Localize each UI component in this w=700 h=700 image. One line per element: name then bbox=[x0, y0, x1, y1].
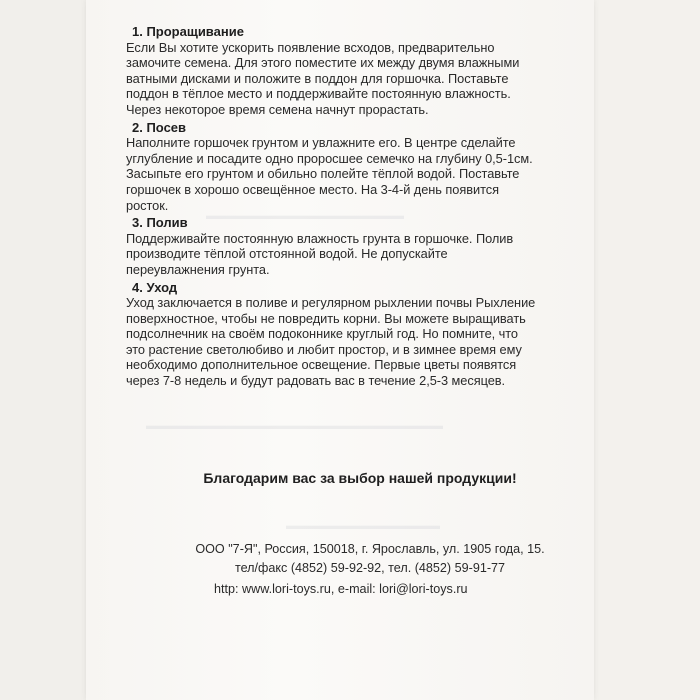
section-care bbox=[126, 280, 566, 389]
section-title: 3. Полив bbox=[132, 215, 188, 231]
text-line: углубление и посадите одно проросшее семечко на глубину 0,5-1см. bbox=[126, 150, 533, 166]
text-line: росток. bbox=[126, 197, 169, 213]
text-line: поверхностное, чтобы не повредить корни. Вы можете выращивать bbox=[126, 310, 526, 326]
section-text bbox=[126, 231, 566, 278]
text-line: Уход заключается в поливе и регулярном рыхлении почвы Рыхление bbox=[126, 295, 536, 311]
company-web: http: www.lori-toys.ru, e-mail: lori@lori-toys.ru bbox=[214, 582, 468, 596]
section-sowing bbox=[126, 120, 566, 214]
section-watering bbox=[126, 215, 566, 277]
text-line: подсолнечник на своём подоконнике круглый год. Но помните, что bbox=[126, 326, 519, 342]
section-text bbox=[126, 135, 566, 213]
text-line: Наполните горшочек грунтом и увлажните его. В центре сделайте bbox=[126, 135, 516, 151]
instructions-body bbox=[126, 24, 566, 391]
section-text bbox=[126, 40, 566, 118]
text-line: переувлажнения грунта. bbox=[126, 261, 270, 277]
show-through-texture: ▬▬▬▬▬▬▬▬▬▬▬▬▬▬▬▬▬▬ bbox=[206, 210, 404, 222]
section-title: 2. Посев bbox=[132, 119, 187, 135]
text-line: ватными дисками и положите в поддон для горшочка. Поставьте bbox=[126, 70, 509, 86]
text-line: замочите семена. Для этого поместите их между двумя влажными bbox=[126, 55, 520, 71]
thank-you-note: Благодарим вас за выбор нашей продукции! bbox=[203, 470, 517, 486]
section-text bbox=[126, 295, 566, 389]
background-left bbox=[0, 0, 86, 700]
company-address: ООО "7-Я", Россия, 150018, г. Ярославль, ул. 1905 года, 15. bbox=[195, 542, 545, 556]
text-line: это растение светолюбиво и любит простор, и в зимнее время ему bbox=[126, 341, 522, 357]
section-germination bbox=[126, 24, 566, 118]
text-line: Если Вы хотите ускорить появление всходов, предварительно bbox=[126, 39, 495, 55]
text-line: Засыпьте его грунтом и обильно полейте тёплой водой. Поставьте bbox=[126, 166, 520, 182]
company-phones: тел/факс (4852) 59-92-92, тел. (4852) 59-91-77 bbox=[234, 561, 506, 575]
show-through-texture: ▬▬▬▬▬▬▬▬▬▬▬▬▬▬▬▬▬▬▬▬▬▬▬▬▬▬▬ bbox=[146, 420, 443, 432]
text-line: производите тёплой отстоянной водой. Не допускайте bbox=[126, 246, 448, 262]
text-line: Через некоторое время семена начнут прорастать. bbox=[126, 101, 429, 117]
text-line: необходимо дополнительное освещение. Первые цветы появятся bbox=[126, 357, 517, 373]
text-line: через 7-8 недель и будут радовать вас в течение 2,5-3 месяцев. bbox=[126, 373, 506, 389]
text-line: горшочек в хорошо освещённое место. На 3-4-й день появится bbox=[126, 181, 499, 197]
show-through-texture: ▬▬▬▬▬▬▬▬▬▬▬▬▬▬ bbox=[286, 520, 440, 532]
section-title: 4. Уход bbox=[132, 279, 178, 295]
background-right bbox=[594, 0, 700, 700]
text-line: Поддерживайте постоянную влажность грунта в горшочке. Полив bbox=[126, 230, 514, 246]
text-line: поддон в тёплое место и поддерживайте постоянную влажность. bbox=[126, 86, 511, 102]
section-title: 1. Проращивание bbox=[132, 24, 244, 39]
company-contacts bbox=[150, 540, 590, 599]
